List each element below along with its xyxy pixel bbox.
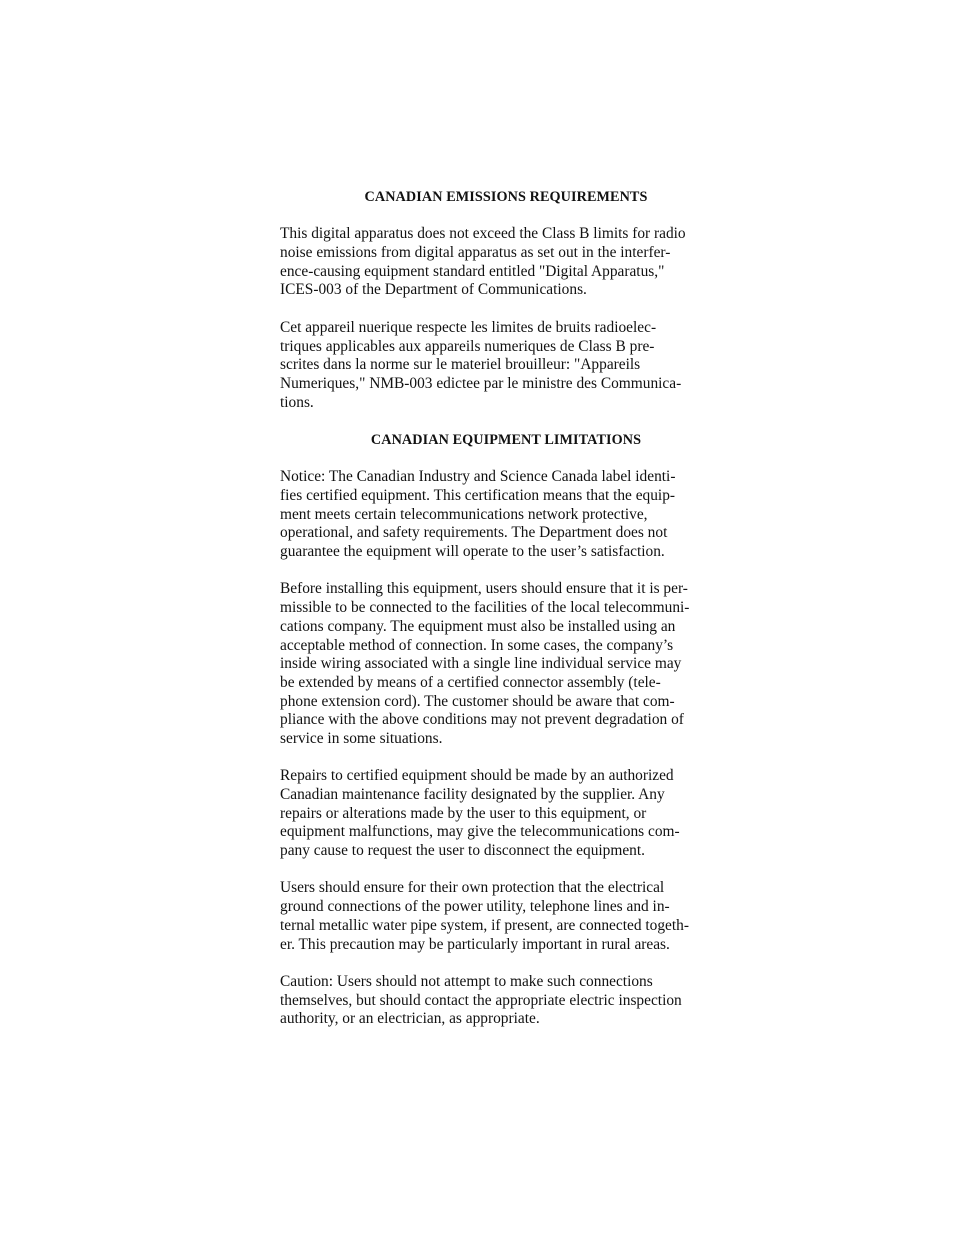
text-line: scrites dans la norme sur le materiel brouilleur: "Appareils <box>280 356 641 374</box>
section-heading: CANADIAN EQUIPMENT LIMITATIONS <box>370 431 642 448</box>
text-line: guarantee the equipment will operate to the user’s satisfaction. <box>280 543 665 561</box>
paragraph <box>280 319 732 412</box>
paragraph <box>280 580 732 748</box>
text-line: ment meets certain telecommunications network protective, <box>280 505 648 523</box>
text-line: pany cause to request the user to disconnect the equipment. <box>280 842 645 860</box>
text-line: ground connections of the power utility, telephone lines and in- <box>280 898 670 916</box>
text-line: operational, and safety requirements. The Department does not <box>280 524 668 542</box>
paragraph-spacer <box>280 954 732 973</box>
paragraph-spacer <box>280 450 732 469</box>
text-line: equipment malfunctions, may give the telecommunications com- <box>280 823 680 841</box>
text-line: Caution: Users should not attempt to make such connections <box>280 972 653 990</box>
text-line: ence-causing equipment standard entitled "Digital Apparatus," <box>280 262 665 280</box>
paragraph <box>280 225 732 300</box>
text-line: phone extension cord). The customer should be aware that com- <box>280 692 675 710</box>
paragraph <box>280 879 732 954</box>
section-spacer <box>280 412 732 431</box>
text-line: Cet appareil nuerique respecte les limites de bruits radioelec- <box>280 318 657 336</box>
paragraph-spacer <box>280 207 732 226</box>
text-line: Before installing this equipment, users should ensure that it is per- <box>280 580 688 598</box>
text-line: tions. <box>280 393 314 411</box>
text-line: authority, or an electrician, as appropriate. <box>280 1010 540 1028</box>
text-line: Canadian maintenance facility designated by the supplier. Any <box>280 786 665 803</box>
paragraph-spacer <box>280 562 732 581</box>
text-line: er. This precaution may be particularly important in rural areas. <box>280 935 670 953</box>
paragraph <box>280 468 732 561</box>
text-line: pliance with the above conditions may not prevent degradation of <box>280 711 684 729</box>
text-line: cations company. The equipment must also be installed using an <box>280 617 676 635</box>
text-line: Numeriques," NMB-003 edictee par le ministre des Communica- <box>280 374 682 392</box>
text-line: Users should ensure for their own protection that the electrical <box>280 879 665 897</box>
text-line: service in some situations. <box>280 729 443 747</box>
paragraph-spacer <box>280 300 732 319</box>
text-line: inside wiring associated with a single line individual service may <box>280 655 682 673</box>
text-line: acceptable method of connection. In some cases, the company’s <box>280 636 674 654</box>
text-line: Repairs to certified equipment should be made by an authorized <box>280 767 674 785</box>
text-line: Notice: The Canadian Industry and Science Canada label identi- <box>280 468 676 486</box>
text-line: be extended by means of a certified connector assembly (tele- <box>280 673 661 691</box>
paragraph <box>280 973 732 1029</box>
text-line: triques applicables aux appareils numeriques de Class B pre- <box>280 337 655 355</box>
text-line: missible to be connected to the facilities of the local telecommuni- <box>280 599 690 617</box>
text-line: ICES-003 of the Department of Communications. <box>280 281 587 299</box>
text-line: repairs or alterations made by the user to this equipment, or <box>280 804 647 822</box>
section-heading: CANADIAN EMISSIONS REQUIREMENTS <box>364 189 648 205</box>
text-line: themselves, but should contact the appropriate electric inspection <box>280 991 682 1009</box>
paragraph-spacer <box>280 861 732 880</box>
text-line: fies certified equipment. This certification means that the equip- <box>280 487 676 504</box>
document-body <box>280 188 732 1029</box>
text-line: ternal metallic water pipe system, if present, are connected togeth- <box>280 916 689 934</box>
text-line: This digital apparatus does not exceed the Class B limits for radio <box>280 225 686 243</box>
paragraph-spacer <box>280 749 732 768</box>
text-line: noise emissions from digital apparatus as set out in the interfer- <box>280 244 671 262</box>
paragraph <box>280 767 732 860</box>
